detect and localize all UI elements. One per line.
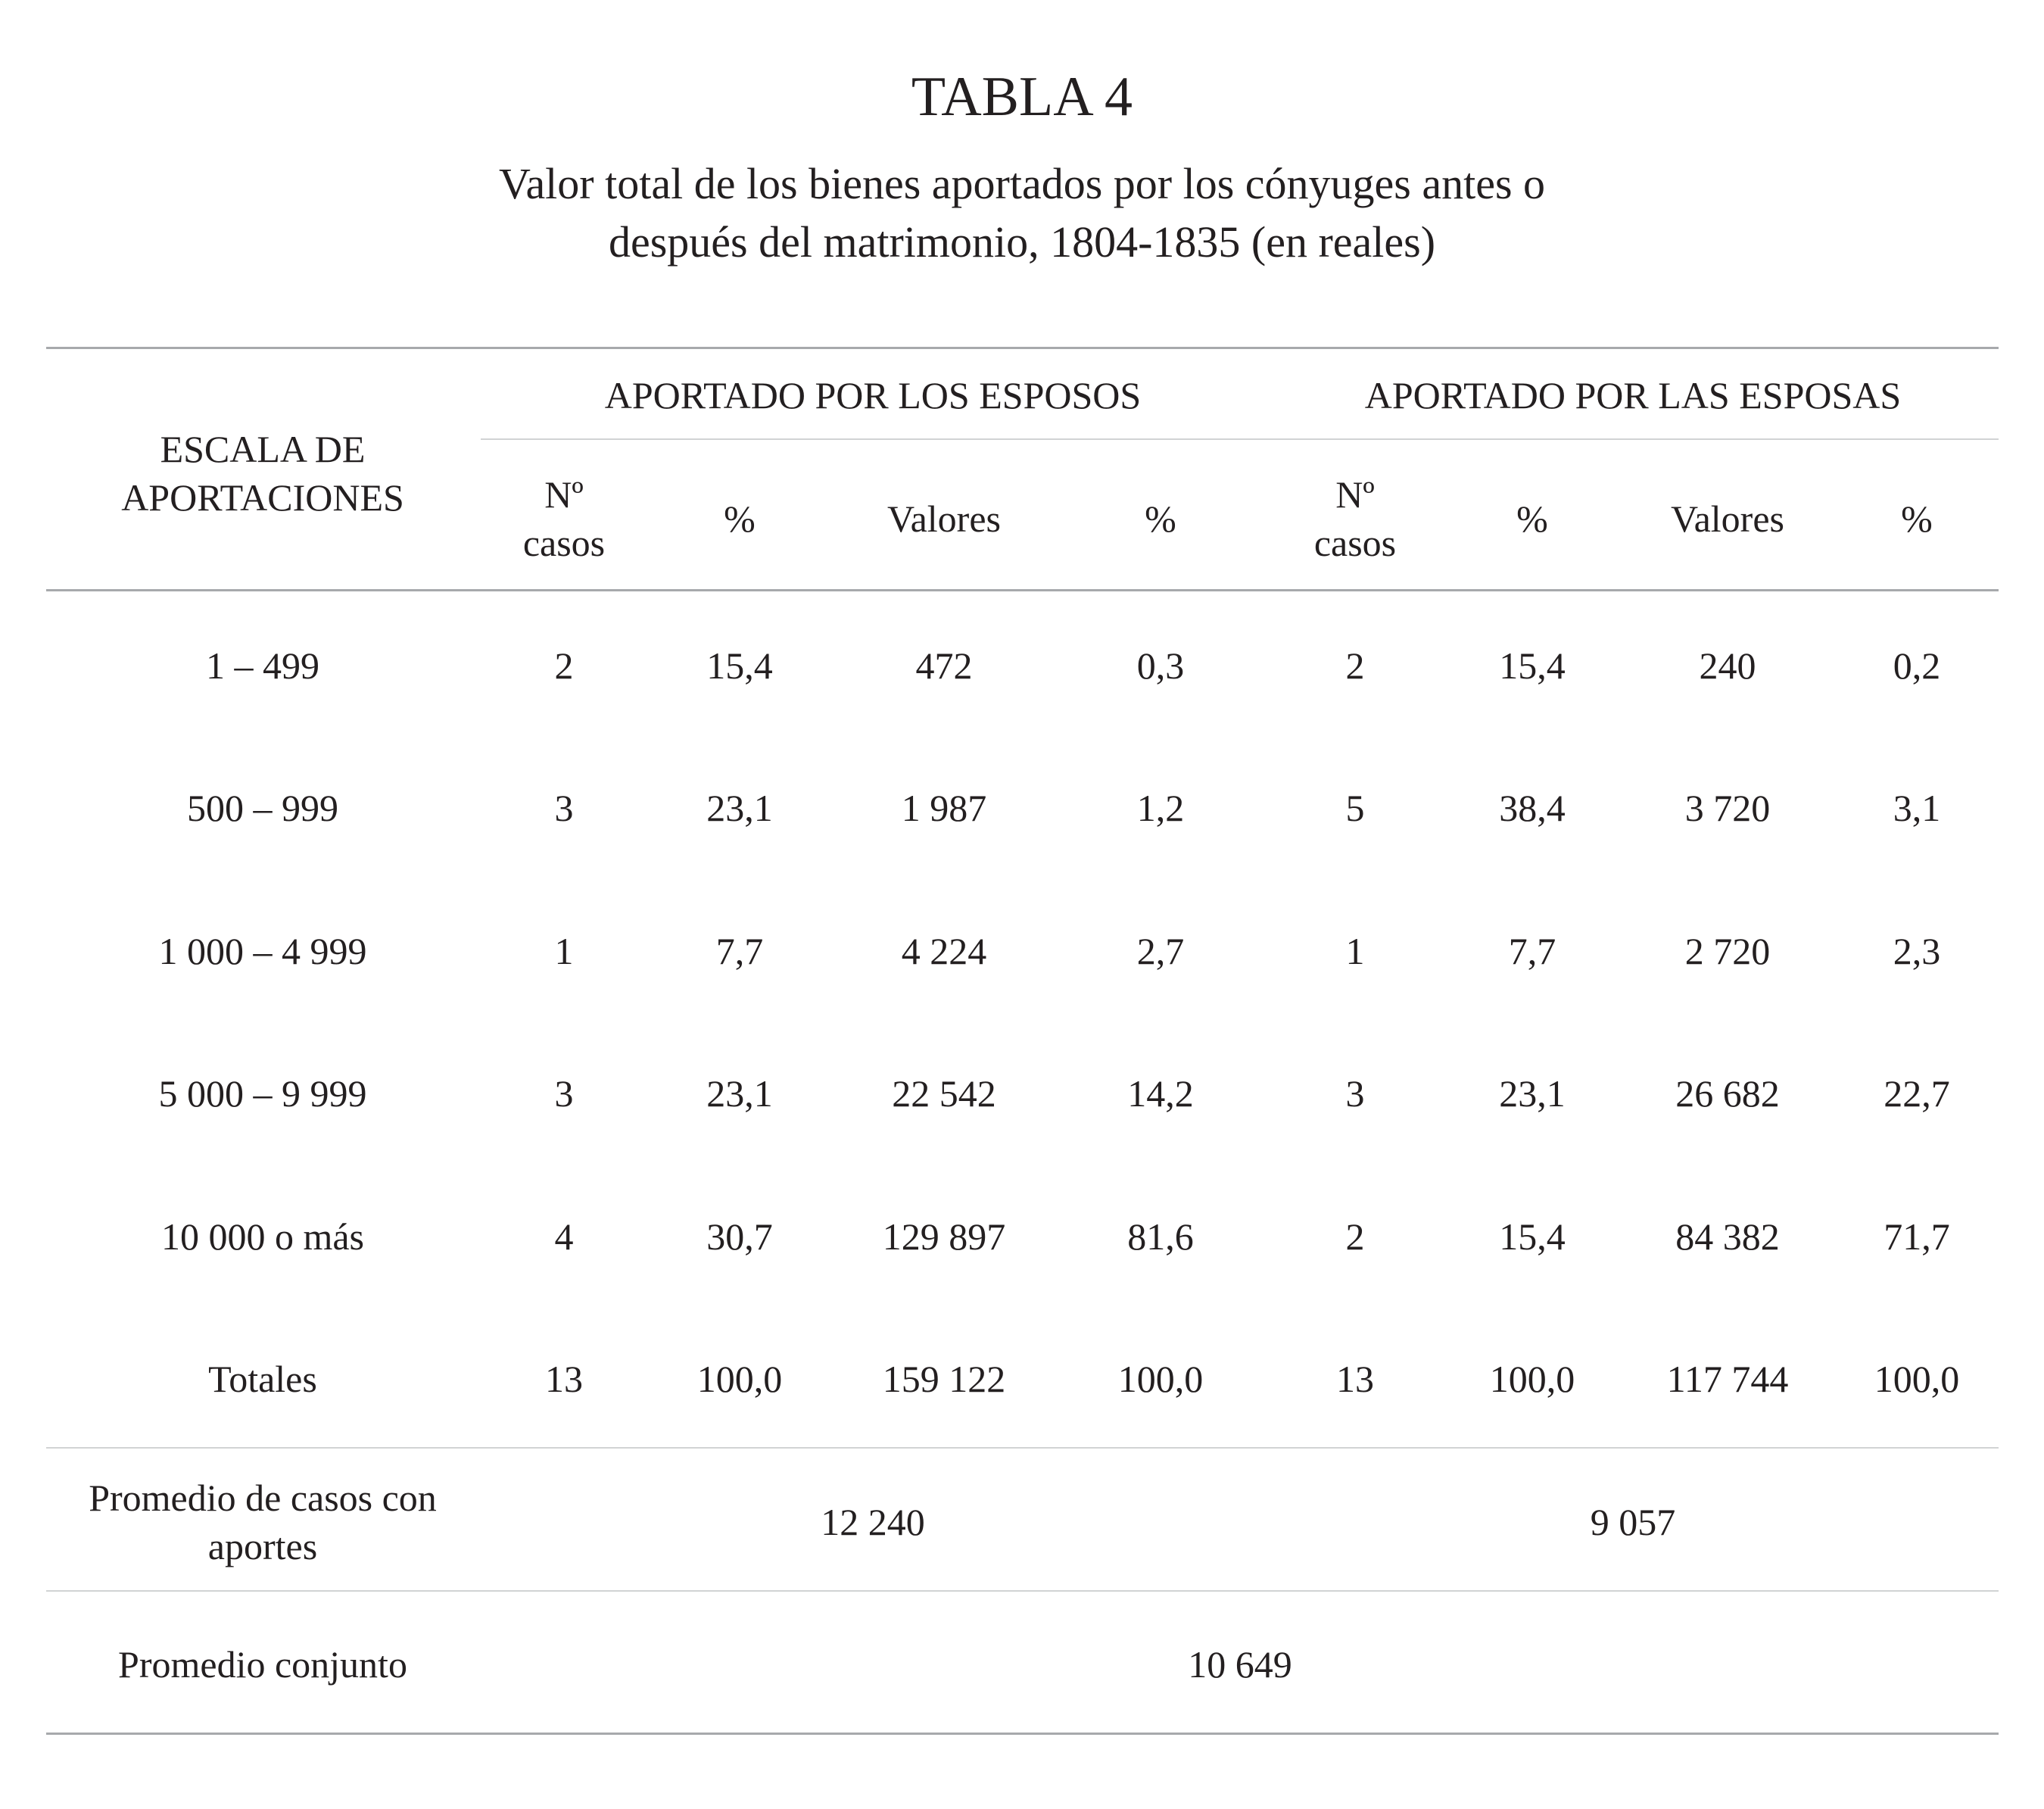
table-cell-line-1: 3 [554,787,574,829]
table-cell-line-1: 22,7 [1884,1072,1950,1115]
table-cell [466,635,662,696]
table-cell [1062,778,1259,838]
promedio-casos-esposos-line-1: 12 240 [821,1501,925,1543]
row-label [51,1349,475,1409]
table-cell-line-1: 240 [1699,644,1756,687]
table-cell-line-1: 1 [554,930,574,972]
table-cell [641,778,838,838]
promedio-casos-label-line-1: Promedio de casos con [89,1477,437,1519]
table-cell-line-1: 23,1 [706,1072,773,1115]
table-bottom-rule [46,1733,1999,1735]
table-cell-line-1: 7,7 [715,930,764,972]
table-cell-line-1: 159 122 [882,1358,1006,1400]
column-header-8-line-1: % [1901,497,1933,540]
table-cell-line-1: 4 224 [901,930,987,972]
table-cell-line-1: 2 [554,644,574,687]
table-cell [1062,921,1259,981]
promedio-casos-label [51,1469,475,1575]
row-label-line-1: 1 000 – 4 999 [158,930,367,972]
column-header-3-line-1: Valores [887,497,1001,540]
column-header-1-line-2: casos [522,522,606,564]
table-cell [1629,778,1826,838]
row-label-line-1: Totales [208,1358,317,1400]
group-header-esposas-line-1: APORTADO POR LAS ESPOSAS [1364,374,1902,416]
table-cell [641,921,838,981]
group-header-esposos-line-1: APORTADO POR LOS ESPOSOS [604,374,1142,416]
table-cell-line-1: 5 [1345,787,1365,829]
table-cell-line-1: 15,4 [1499,1215,1566,1258]
column-header-4 [1062,466,1259,572]
table-cell-line-1: 7,7 [1508,930,1556,972]
column-header-8 [1818,466,2015,572]
promedio-conjunto-value [1013,1634,1467,1695]
row-label [51,1063,475,1124]
table-cell-line-1: 13 [1336,1358,1374,1400]
table-cell [641,1349,838,1409]
group-header-esposos [513,365,1232,426]
promedio-conjunto-label [51,1634,475,1695]
column-header-7-line-1: Valores [1671,497,1784,540]
group-header-rule [481,438,1999,440]
table-cell-line-1: 15,4 [1499,644,1566,687]
table-cell [1818,1063,2015,1124]
row-header [51,424,475,522]
table-cell-line-1: 0,2 [1893,644,1941,687]
table-cell [1434,635,1631,696]
table-cell-line-1: 4 [554,1215,574,1258]
promedio-casos-esposas [1406,1492,1860,1552]
column-header-5 [1257,466,1454,572]
table-cell [1062,1206,1259,1267]
table-cell [846,1349,1042,1409]
table-cell [1629,1349,1826,1409]
table-cell-line-1: 81,6 [1127,1215,1194,1258]
table-cell-line-1: 117 744 [1666,1358,1789,1400]
column-header-6-line-1: % [1516,497,1548,540]
table-cell [1818,921,2015,981]
table-cell-line-1: 129 897 [882,1215,1006,1258]
table-subtitle [0,154,2044,271]
column-header-3 [846,466,1042,572]
column-header-4-line-1: % [1145,497,1176,540]
table-cell [641,1206,838,1267]
table-cell-line-1: 14,2 [1127,1072,1194,1115]
column-header-2-line-1: % [724,497,756,540]
row-label-line-1: 5 000 – 9 999 [158,1072,367,1115]
table-cell-line-1: 2 [1345,644,1365,687]
row-header-line-1: ESCALA DE [160,428,366,470]
table-cell-line-1: 0,3 [1136,644,1185,687]
table-cell [1818,635,2015,696]
column-header-1-line-1: Nº [544,473,584,516]
table-cell [1062,1063,1259,1124]
table-cell [1629,921,1826,981]
table-cell-line-1: 3 [554,1072,574,1115]
table-cell [1818,1206,2015,1267]
table-title: TABLA 4 [911,66,1133,128]
table-cell [1434,1206,1631,1267]
table-cell-line-1: 38,4 [1499,787,1566,829]
table-cell [1434,778,1631,838]
table-cell-line-1: 30,7 [706,1215,773,1258]
table-cell [1629,635,1826,696]
table-cell-line-1: 23,1 [706,787,773,829]
table-cell-line-1: 100,0 [1117,1358,1204,1400]
header-bottom-rule [46,589,1999,591]
column-header-1 [466,466,662,572]
table-cell-line-1: 100,0 [696,1358,783,1400]
table-cell [1818,1349,2015,1409]
table-cell [1629,1206,1826,1267]
table-cell-line-1: 3 [1345,1072,1365,1115]
table-cell [641,1063,838,1124]
table-cell [466,1349,662,1409]
table-cell [466,778,662,838]
table-cell-line-1: 1 [1345,930,1365,972]
table-top-rule [46,347,1999,349]
table-cell [466,1206,662,1267]
totals-rule [46,1447,1999,1449]
row-label [51,778,475,838]
table-cell [846,1206,1042,1267]
table-cell [1257,1349,1454,1409]
table-cell-line-1: 84 382 [1675,1215,1780,1258]
table-cell-line-1: 26 682 [1675,1072,1780,1115]
row-label [51,1206,475,1267]
table-cell [846,1063,1042,1124]
column-header-5-line-2: casos [1313,522,1397,564]
table-cell-line-1: 1 987 [901,787,987,829]
row-label-line-1: 500 – 999 [187,787,338,829]
table-cell-line-1: 23,1 [1499,1072,1566,1115]
table-cell [1629,1063,1826,1124]
table-cell [846,778,1042,838]
row-label [51,921,475,981]
row-label-line-1: 10 000 o más [160,1215,365,1258]
subtitle-line-1: Valor total de los bienes aportados por los cónyuges antes o [498,159,1546,208]
table-cell-line-1: 2,7 [1136,930,1185,972]
group-header-esposas [1273,365,1993,426]
promedio-casos-esposas-line-1: 9 057 [1590,1501,1676,1543]
table-cell [1257,778,1454,838]
table-cell [846,635,1042,696]
row-header-line-2: APORTACIONES [121,476,404,519]
table-cell [1818,778,2015,838]
table-cell-line-1: 3,1 [1893,787,1941,829]
promedio-casos-label-line-2: aportes [207,1525,318,1567]
row-label-line-1: 1 – 499 [206,644,319,687]
table-cell [1257,635,1454,696]
table-cell [846,921,1042,981]
table-cell-line-1: 15,4 [706,644,773,687]
table-cell [1434,1063,1631,1124]
row-label [51,635,475,696]
subtitle-line-2: después del matrimonio, 1804-1835 (en reales) [608,217,1436,267]
table-cell-line-1: 2,3 [1893,930,1941,972]
table-cell [466,1063,662,1124]
table-cell [1257,921,1454,981]
table-cell-line-1: 13 [545,1358,583,1400]
column-header-6 [1434,466,1631,572]
table-cell [1257,1206,1454,1267]
column-header-7 [1629,466,1826,572]
promedio-casos-esposos [646,1492,1100,1552]
table-cell-line-1: 1,2 [1136,787,1185,829]
table-cell-line-1: 71,7 [1884,1215,1950,1258]
table-cell [1062,1349,1259,1409]
table-cell [466,921,662,981]
table-cell [1062,635,1259,696]
table-cell [1257,1063,1454,1124]
promedio-casos-rule [46,1590,1999,1592]
promedio-conjunto-value-line-1: 10 649 [1188,1643,1292,1686]
column-header-2 [641,466,838,572]
table-cell-line-1: 100,0 [1874,1358,1960,1400]
table-cell [1434,1349,1631,1409]
promedio-conjunto-label-line-1: Promedio conjunto [118,1643,407,1686]
table-cell-line-1: 100,0 [1489,1358,1575,1400]
table-cell-line-1: 2 720 [1684,930,1771,972]
table-cell-line-1: 472 [915,644,973,687]
table-cell-line-1: 2 [1345,1215,1365,1258]
table-cell [641,635,838,696]
table-cell-line-1: 3 720 [1684,787,1771,829]
table-cell [1434,921,1631,981]
column-header-5-line-1: Nº [1335,473,1375,516]
table-cell-line-1: 22 542 [892,1072,996,1115]
